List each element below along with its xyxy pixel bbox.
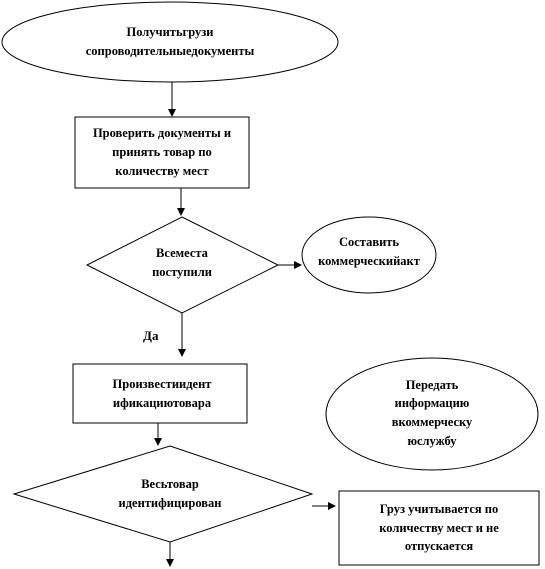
- yes-edge-label: Да: [143, 328, 159, 343]
- start-node-text: Получитьгрузи сопроводительныедокументы: [85, 25, 255, 58]
- counted-node-text: Груз учитывается по количеству мест и не отпускается: [379, 501, 499, 554]
- commercial-act-node-text: Составить коммерческийакт: [318, 235, 420, 268]
- check-docs-node-text: Проверить документы и принять товар по количеству мест: [92, 126, 232, 178]
- identify-node-text: Произвестиидент ификациютовара: [112, 376, 212, 410]
- pass-info-node-text: Передать информацию вкоммерческу юслужбу: [391, 377, 473, 448]
- all-places-decision-text: Всеместа поступили: [152, 246, 212, 279]
- all-identified-decision-text: Весьтовар идентифицирован: [118, 477, 222, 510]
